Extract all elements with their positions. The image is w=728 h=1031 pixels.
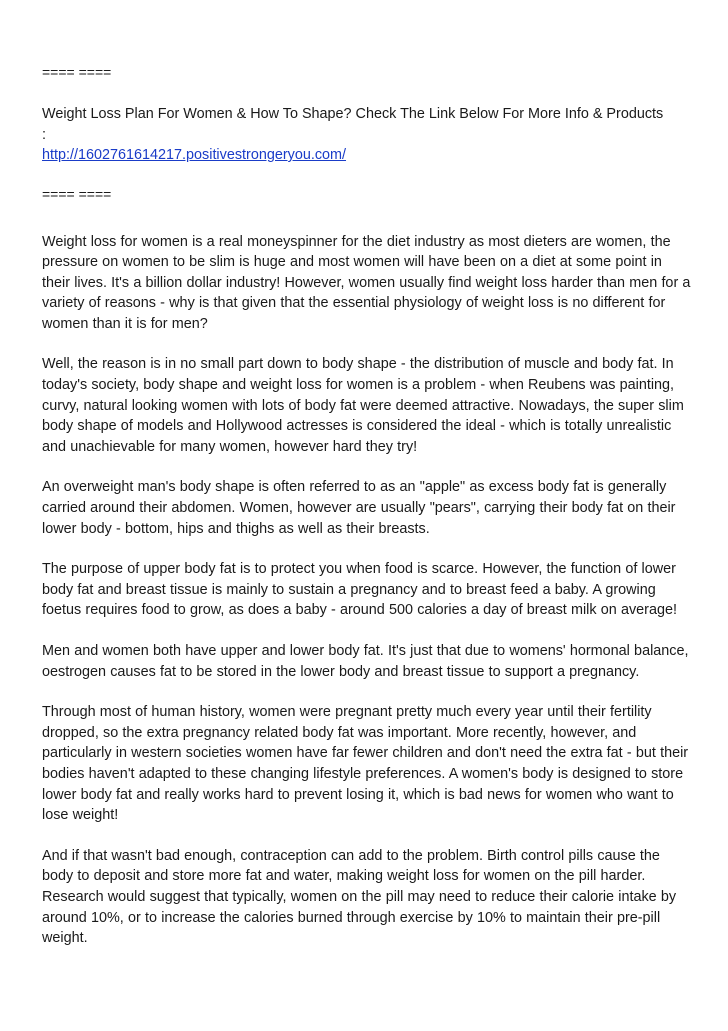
paragraph-4: The purpose of upper body fat is to protect you when food is scarce. However, the function of lower body fat and breast tissue is mainly to sustain a pregnancy and to breast feed a baby. A growing foetus requires food to grow, as does a baby - around 500 calories a day of breast milk on average! — [42, 561, 677, 619]
paragraph-5: Men and women both have upper and lower body fat. It's just that due to womens' hormonal balance, oestrogen causes fat to be stored in the lower body and breast tissue to support a pregnancy. — [42, 643, 689, 680]
paragraph-6: Through most of human history, women were pregnant pretty much every year until their fertility dropped, so the extra pregnancy related body fat was important. More recently, however, and particularly in western societies women have far fewer children and don't need the extra fat - but their bodies haven't adapted to these changing lifestyle preferences. A women's body is designed to store lower body fat and really works hard to prevent losing it, which is bad news for women who want to lose weight! — [42, 704, 689, 824]
paragraph-7: And if that wasn't bad enough, contraception can add to the problem. Birth control pills cause the body to deposit and store more fat and water, making weight loss for women on the pill harder. Research would suggest that typically, women on the pill may need to reduce their calorie intake by around 10%, or to increase the calories burned through exercise by 10% to maintain their pre-pill weight. — [42, 847, 677, 947]
paragraph-1: Weight loss for women is a real moneyspinner for the diet industry as most dieters are women, the pressure on women to be slim is huge and most women will have been on a diet at some point in their lives. It's a billion dollar industry! However, women usually find weight loss harder than men for a variety of reasons - why is that given that the essential physiology of weight loss is no different for women than it is for men? — [42, 233, 691, 332]
promo-colon: : — [42, 126, 46, 143]
promo-block — [42, 104, 692, 166]
separator-top: ==== ==== — [42, 64, 112, 80]
separator-bottom: ==== ==== — [42, 185, 112, 202]
article-body — [42, 232, 692, 949]
paragraph-2: Well, the reason is in no small part down to body shape - the distribution of muscle and body fat. In today's society, body shape and weight loss for women is a problem - when Reubens was painting, curvy, natural looking women with lots of body fat were deemed attractive. Nowadays, the super slim body shape of models and Hollywood actresses is considered the ideal - which is totally unrealistic and unachievable for many women, however hard they try! — [42, 356, 684, 455]
promo-link[interactable]: http://1602761614217.positivestrongeryou.com/ — [42, 147, 347, 163]
document-page — [42, 62, 692, 969]
paragraph-3: An overweight man's body shape is often referred to as an "apple" as excess body fat is generally carried around their abdomen. Women, however are usually "pears", carrying their body fat on their lower body - bottom, hips and thighs as well as their breasts. — [42, 479, 676, 537]
promo-title: Weight Loss Plan For Women & How To Shape? Check The Link Below For More Info & Products — [42, 106, 664, 122]
